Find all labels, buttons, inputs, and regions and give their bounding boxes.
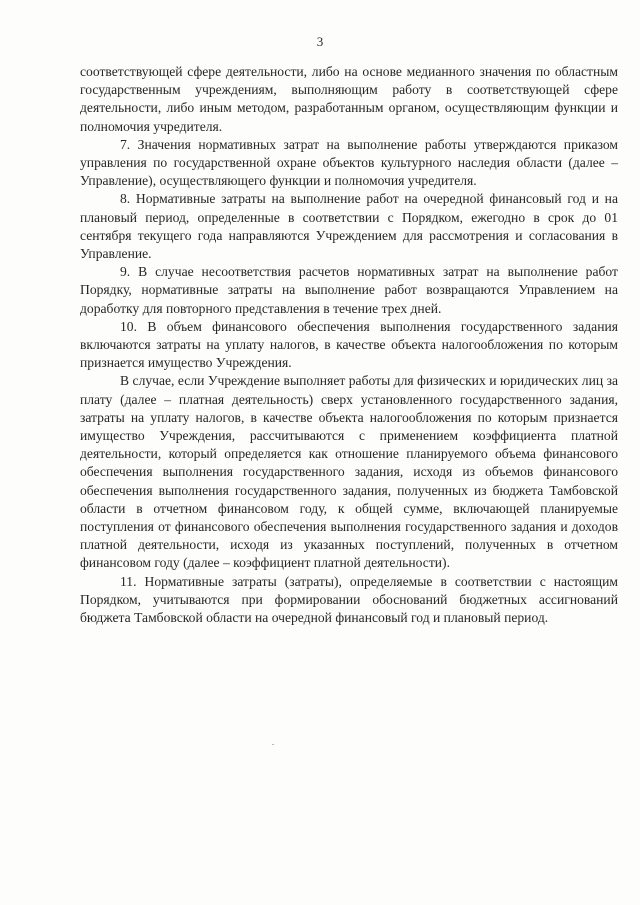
paragraph-10: 10. В объем финансового обеспечения выполнения государственного задания включаются затраты на уплату налогов, в качестве объекта налогообложения по которым признается имущество Учреждения.	[80, 318, 618, 371]
scan-speck	[272, 744, 274, 745]
page-number: 3	[316, 34, 324, 49]
paragraph-10-paid-activity: В случае, если Учреждение выполняет работы для физических и юридических лиц за плату (далее – платная деятельность) сверх установленного государственного задания, затраты на уплату налогов, в качестве объекта налогообложения по которым признается имущество Учреждения, рассчитываются с применением коэффициента платной деятельности, который определяется как отношение планируемого объема финансового обеспечения выполнения государственного задания, исходя из объемов финансового обеспечения выполнения государственного задания, полученных из бюджета Тамбовской области в отчетном финансовом году, к общей сумме, включающей планируемые поступления от финансового обеспечения выполнения государственного задания и доходов платной деятельности, исходя из указанных поступлений, полученных в отчетном финансовом году (далее – коэффициент платной деятельности).	[80, 373, 618, 571]
paragraph-11: 11. Нормативные затраты (затраты), определяемые в соответствии с настоящим Порядком, учитываются при формировании обоснований бюджетных ассигнований бюджета Тамбовской области на очередной финансовый год и плановый период.	[80, 573, 618, 626]
paragraph-8: 8. Нормативные затраты на выполнение работ на очередной финансовый год и на плановый период, определенные в соответствии с Порядком, ежегодно в срок до 01 сентября текущего года направляются Учреждением для рассмотрения и согласования в Управление.	[80, 191, 618, 262]
paragraph-7: 7. Значения нормативных затрат на выполнение работы утверждаются приказом управления по государственной охране объектов культурного наследия области (далее – Управление), осуществляющего функции и полномочия учредителя.	[80, 136, 618, 189]
document-body	[80, 63, 618, 627]
paragraph-continuation: соответствующей сфере деятельности, либо на основе медианного значения по областным государственным учреждениям, выполняющим работу в соответствующей сфере деятельности, либо иным методом, разработанным органом, осуществляющим функции и полномочия учредителя.	[80, 64, 618, 134]
paragraph-9: 9. В случае несоответствия расчетов нормативных затрат на выполнение работ Порядку, нормативные затраты на выполнение работ возвращаются Управлением на доработку для повторного представления в течение трех дней.	[80, 264, 618, 316]
